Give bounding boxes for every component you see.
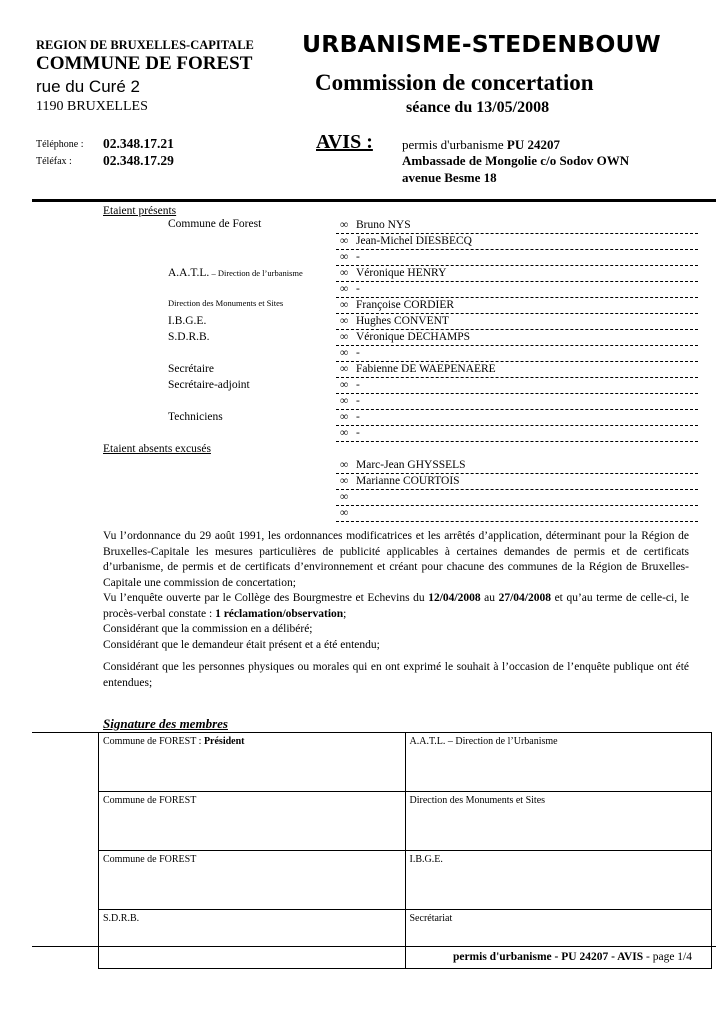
signature-row	[99, 792, 712, 851]
footer-page: - page 1/4	[643, 951, 692, 963]
infinity-bullet-icon: ∞	[340, 267, 349, 279]
enquete-date-end: 27/04/2008	[498, 592, 551, 604]
infinity-bullet-icon: ∞	[340, 427, 349, 439]
signature-cell	[99, 910, 406, 969]
infinity-bullet-icon: ∞	[340, 379, 349, 391]
phone-number: 02.348.17.21	[103, 136, 174, 151]
fax-number: 02.348.17.29	[103, 153, 174, 168]
infinity-bullet-icon: ∞	[340, 347, 349, 359]
permit-prefix: permis d'urbanisme	[402, 137, 504, 152]
present-member-name: Hughes CONVENT	[356, 315, 449, 327]
session-date: séance du 13/05/2008	[406, 99, 550, 116]
enquete-date-start: 12/04/2008	[428, 592, 481, 604]
signature-cell-label: Secrétariat	[409, 913, 453, 924]
infinity-bullet-icon: ∞	[340, 251, 349, 263]
page-footer	[453, 951, 692, 963]
region-label: REGION DE BRUXELLES-CAPITALE	[36, 38, 254, 52]
absent-member-row	[336, 489, 698, 506]
present-member-name: Bruno NYS	[356, 219, 411, 231]
enquete-count: 1 réclamation/observation	[215, 607, 344, 620]
signature-cell	[405, 792, 712, 851]
infinity-bullet-icon: ∞	[340, 411, 349, 423]
avis-label: AVIS :	[316, 131, 373, 153]
infinity-bullet-icon: ∞	[340, 219, 349, 231]
infinity-bullet-icon: ∞	[340, 331, 349, 343]
present-member-name: -	[356, 283, 360, 295]
infinity-bullet-icon: ∞	[340, 475, 349, 487]
signature-cell	[405, 733, 712, 792]
present-member-row	[336, 249, 698, 266]
signature-row	[99, 851, 712, 910]
signature-cell	[99, 792, 406, 851]
street-address: rue du Curé 2	[36, 77, 140, 96]
paragraph-ordonnance: Vu l’ordonnance du 29 août 1991, les ordonnances modificatrices et les arrêtés d’application, déterminant pour la Région de Bruxelles-Capitale les mesures particulières de publicité applicables à certaines demandes de permis et de certificats d’urbanisme, de permis et de certificats d’environnement et créant pour chacune des communes de la Région de Bruxelles-Capitale une commission de concertation;	[103, 530, 689, 589]
infinity-bullet-icon: ∞	[340, 363, 349, 375]
signature-cell-label: S.D.R.B.	[103, 913, 140, 924]
present-title: Etaient présents	[103, 205, 177, 217]
present-member-row	[336, 313, 698, 330]
present-member-row	[336, 233, 698, 250]
present-member-row	[336, 361, 698, 378]
signature-cell	[99, 851, 406, 910]
infinity-bullet-icon: ∞	[340, 299, 349, 311]
present-member-name: -	[356, 427, 360, 439]
header-rule	[32, 199, 716, 202]
permit-line	[402, 137, 560, 153]
paragraph-personnes: Considérant que les personnes physiques ou morales qui en ont exprimé le souhait à l’occasion de l’enquête publique ont été entendues;	[103, 661, 689, 689]
absent-member-row	[336, 473, 698, 490]
present-member-name: Fabienne DE WAEPENAERE	[356, 363, 496, 375]
signature-cell-label: Commune de FOREST	[103, 854, 197, 865]
permit-number: PU 24207	[506, 137, 560, 152]
present-member-name: Véronique HENRY	[356, 267, 447, 279]
paragraph-deliberation: Considérant que la commission en a délibéré;	[103, 623, 313, 635]
applicant-line-2: avenue Besme 18	[402, 170, 497, 185]
label-aatl	[168, 267, 303, 279]
present-member-row	[336, 265, 698, 282]
enquete-text-a: Vu l’enquête ouverte par le Collège des Bourgmestre et Echevins du	[103, 592, 429, 604]
signatures-title: Signature des membres	[103, 716, 228, 731]
signature-cell-label: Direction des Monuments et Sites	[409, 795, 546, 806]
label-ibge: I.B.G.E.	[168, 315, 207, 327]
label-aatl-sub: – Direction de l’urbanisme	[209, 268, 303, 278]
present-member-name: Jean-Michel DIESBECQ	[356, 235, 472, 247]
infinity-bullet-icon: ∞	[340, 491, 349, 503]
present-member-row	[336, 281, 698, 298]
infinity-bullet-icon: ∞	[340, 507, 349, 519]
label-secretaire-adjoint: Secrétaire-adjoint	[168, 379, 250, 391]
label-techniciens: Techniciens	[168, 411, 223, 423]
commune-name: COMMUNE DE FOREST	[36, 53, 253, 74]
present-member-row	[336, 345, 698, 362]
present-member-row	[336, 393, 698, 410]
present-member-name: -	[356, 395, 360, 407]
present-member-name: -	[356, 347, 360, 359]
enquete-text-b: au	[480, 592, 499, 604]
infinity-bullet-icon: ∞	[340, 395, 349, 407]
present-member-row	[336, 377, 698, 394]
present-member-name: Françoise CORDIER	[356, 299, 455, 311]
signature-president: Président	[203, 736, 245, 747]
department-title: URBANISME-STEDENBOUW	[302, 30, 661, 58]
present-member-row	[336, 217, 698, 234]
fax-label: Téléfax :	[36, 156, 72, 167]
commission-title: Commission de concertation	[315, 70, 594, 95]
present-member-row	[336, 329, 698, 346]
signature-cell-label: Commune de FOREST :	[103, 736, 204, 747]
present-member-name: Véronique DECHAMPS	[356, 331, 471, 343]
signature-row	[99, 733, 712, 792]
infinity-bullet-icon: ∞	[340, 235, 349, 247]
present-member-name: -	[356, 411, 360, 423]
absent-title: Etaient absents excusés	[103, 443, 211, 455]
signatures-table	[98, 732, 712, 969]
present-member-row	[336, 425, 698, 442]
absent-member-name: Marianne COURTOIS	[356, 475, 460, 487]
signature-cell	[99, 733, 406, 792]
present-member-row	[336, 409, 698, 426]
absent-member-name: Marc-Jean GHYSSELS	[356, 459, 466, 471]
label-sdrb: S.D.R.B.	[168, 331, 210, 343]
present-member-row	[336, 297, 698, 314]
label-secretaire: Secrétaire	[168, 363, 214, 375]
infinity-bullet-icon: ∞	[340, 283, 349, 295]
signature-cell	[405, 851, 712, 910]
signature-cell-label: I.B.G.E.	[409, 854, 443, 865]
signature-cell-label: Commune de FOREST	[103, 795, 197, 806]
present-member-name: -	[356, 251, 360, 263]
signatures-top-rule	[32, 732, 98, 733]
infinity-bullet-icon: ∞	[340, 459, 349, 471]
absent-member-row	[336, 457, 698, 474]
footer-reference: permis d'urbanisme - PU 24207 - AVIS	[452, 951, 644, 963]
paragraph-enquete	[103, 591, 689, 622]
city-address: 1190 BRUXELLES	[36, 99, 148, 114]
applicant-line-1: Ambassade de Mongolie c/o Sodov OWN	[402, 153, 630, 168]
label-aatl-main: A.A.T.L.	[168, 267, 210, 279]
absent-member-row	[336, 505, 698, 522]
signature-cell-label: A.A.T.L. – Direction de l’Urbanisme	[409, 736, 558, 747]
footer-rule	[32, 946, 716, 947]
label-commune-forest: Commune de Forest	[168, 218, 262, 230]
enquete-text-d: ;	[343, 607, 347, 620]
enquete-text-c: et qu’au terme de celle-ci, le procès-verbal constate :	[103, 592, 689, 620]
phone-label: Téléphone :	[36, 139, 84, 150]
present-member-name: -	[356, 379, 360, 391]
infinity-bullet-icon: ∞	[340, 315, 349, 327]
paragraph-demandeur: Considérant que le demandeur était présent et a été entendu;	[103, 639, 380, 651]
label-dms: Direction des Monuments et Sites	[168, 298, 284, 308]
